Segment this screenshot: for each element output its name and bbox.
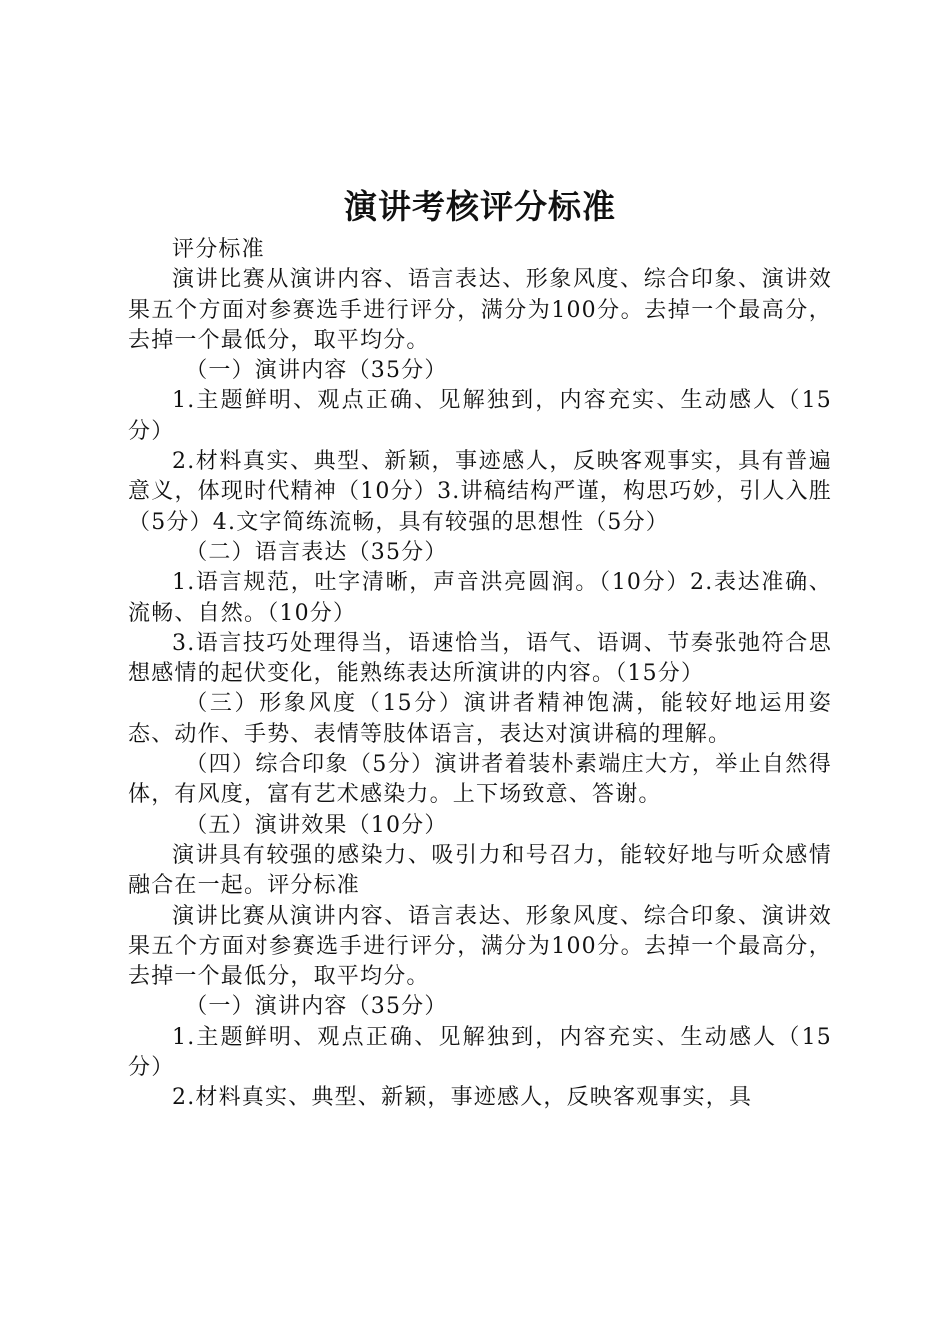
section-heading-content-repeat: （一）演讲内容（35分） — [185, 994, 448, 1020]
paragraph-item: 2.材料真实、典型、新颖，事迹感人，反映客观事实，具有普遍意义，体现时代精神（10分）3.讲稿结构严谨，构思巧妙，引人入胜（5分）4.文字简练流畅，具有较强的思想性（5分） — [128, 449, 832, 535]
paragraph-intro-repeat: 演讲比赛从演讲内容、语言表达、形象风度、综合印象、演讲效果五个方面对参赛选手进行评分，满分为100分。去掉一个最高分，去掉一个最低分，取平均分。 — [128, 903, 832, 990]
paragraph-item: 1.主题鲜明、观点正确、见解独到，内容充实、生动感人（15分） — [128, 388, 832, 444]
paragraph-item: 3.语言技巧处理得当，语速恰当，语气、语调、节奏张弛符合思想感情的起伏变化，能熟练表达所演讲的内容。（15分） — [128, 630, 832, 687]
section-paragraph-demeanor: （三）形象风度（15分）演讲者精神饱满，能较好地运用姿态、动作、手势、表情等肢体语言，表达对演讲稿的理解。 — [128, 691, 832, 747]
paragraph-item: 2.材料真实、典型、新颖，事迹感人，反映客观事实，具 — [172, 1085, 753, 1111]
paragraph-item: 1.语言规范，吐字清晰，声音洪亮圆润。（10分）2.表达准确、流畅、自然。（10分） — [128, 570, 832, 626]
document-title: 演讲考核评分标准 — [344, 187, 616, 226]
paragraph-intro: 演讲比赛从演讲内容、语言表达、形象风度、综合印象、演讲效果五个方面对参赛选手进行评分，满分为100分。去掉一个最高分，去掉一个最低分，取平均分。 — [128, 267, 832, 353]
paragraph-item: 1.主题鲜明、观点正确、见解独到，内容充实、生动感人（15分） — [128, 1024, 832, 1081]
paragraph-item: 演讲具有较强的感染力、吸引力和号召力，能较好地与听众感情融合在一起。评分标准 — [128, 842, 832, 899]
paragraph-scoring-heading: 评分标准 — [172, 237, 265, 262]
document-page — [128, 0, 832, 1114]
section-heading-content: （一）演讲内容（35分） — [185, 358, 448, 384]
section-heading-effect: （五）演讲效果（10分） — [185, 812, 448, 838]
section-heading-language: （二）语言表达（35分） — [185, 539, 448, 565]
section-paragraph-impression: （四）综合印象（5分）演讲者着装朴素端庄大方，举止自然得体，有风度，富有艺术感染力。上下场致意、答谢。 — [128, 752, 832, 808]
